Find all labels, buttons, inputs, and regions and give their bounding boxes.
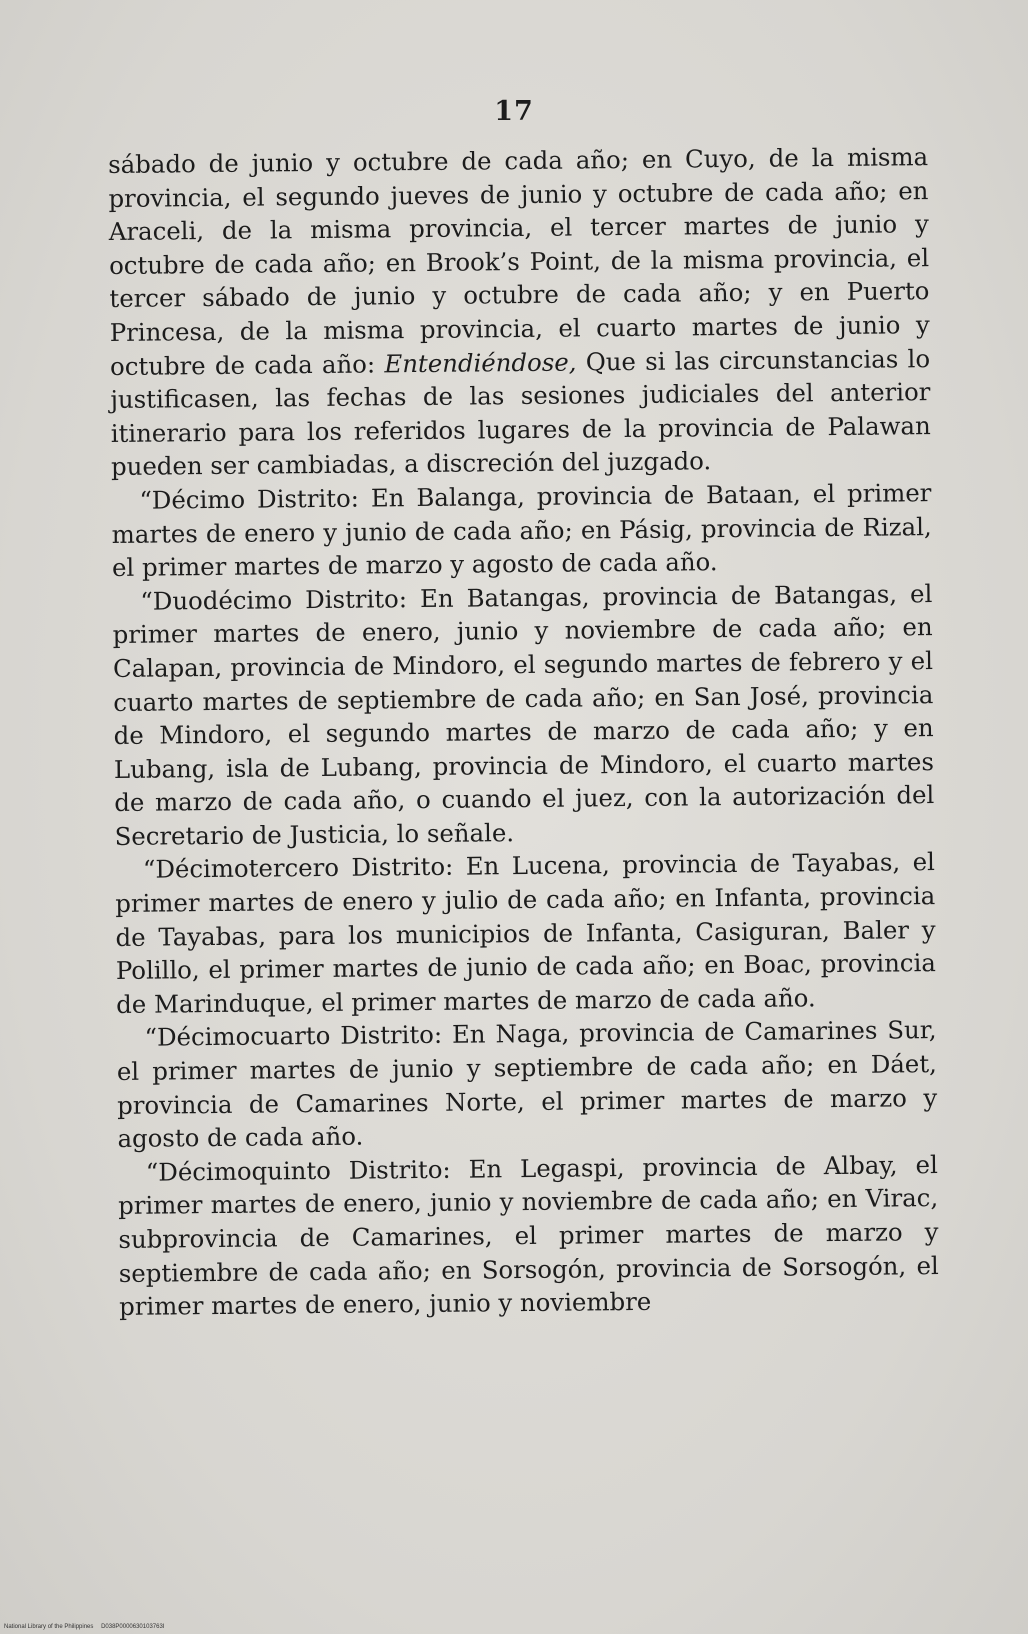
paragraph-decimo-distrito: “Décimo Distrito: En Balanga, provincia de Bataan, el primer martes de enero y junio de cada año; en Pásig, provincia de Rizal, el primer martes de marzo y agosto de cada año.	[111, 478, 932, 583]
footer-code: D038P0000630103763I	[101, 1624, 165, 1630]
paragraph-text: sábado de junio y octubre de cada año; en Cuyo, de la misma provincia, el segundo jueves de junio y octubre de cada año; en Araceli, de la misma provincia, el tercer martes de junio y octubre de cada año; en Brook’s Point, de la misma provincia, el tercer sábado de junio y octubre de cada año; y en Puerto Princesa, de la misma provincia, el cuarto martes de junio y octubre de cada año:	[108, 142, 930, 381]
page-number: 17	[494, 96, 534, 127]
paragraph-decimotercero-distrito: “Décimotercero Distrito: En Lucena, provincia de Tayabas, el primer martes de enero y julio de cada año; en Infanta, provincia de Tayabas, para los municipios de Infanta, Casiguran, Baler y Polillo, el primer martes de junio de cada año; en Boac, provincia de Marinduque, el primer martes de marzo de cada año.	[115, 847, 936, 1019]
paragraph-duodecimo-distrito: “Duodécimo Distrito: En Batangas, provincia de Batangas, el primer martes de enero, junio y noviembre de cada año; en Calapan, provincia de Mindoro, el segundo martes de febrero y el cuarto martes de septiembre de cada año; en San José, provincia de Mindoro, el segundo martes de marzo de cada año; y en Lubang, isla de Lubang, provincia de Mindoro, el cuarto martes de marzo de cada año, o cuando el juez, con la autorización del Secretario de Justicia, lo señale.	[112, 578, 935, 851]
scan-footer	[4, 1624, 170, 1630]
paragraph-decimoquinto-distrito: “Décimoquinto Distrito: En Legaspi, provincia de Albay, el primer martes de enero, junio y noviembre de cada año; en Virac, subprovincia de Camarines, el primer martes de marzo y septiembre de cada año; en Sorsogón, provincia de Sorsogón, el primer martes de enero, junio y noviembre	[118, 1149, 939, 1322]
paragraph-continuation	[108, 140, 931, 484]
footer-library: National Library of the Philippines	[4, 1624, 94, 1630]
paragraph-text: Que si las circunstancias lo justificasen, las fechas de las sesiones judiciales del anterior itinerario para los referidos lugares de la provincia de Palawan pueden ser cambiadas, a discreción del juzgado.	[110, 343, 931, 482]
body-text	[108, 140, 939, 1324]
italic-term: Entendiéndose,	[384, 347, 577, 378]
paragraph-decimocuarto-distrito: “Décimocuarto Distrito: En Naga, provincia de Camarines Sur, el primer martes de junio y septiembre de cada año; en Dáet, provincia de Camarines Norte, el primer martes de marzo y agosto de cada año.	[116, 1015, 938, 1154]
